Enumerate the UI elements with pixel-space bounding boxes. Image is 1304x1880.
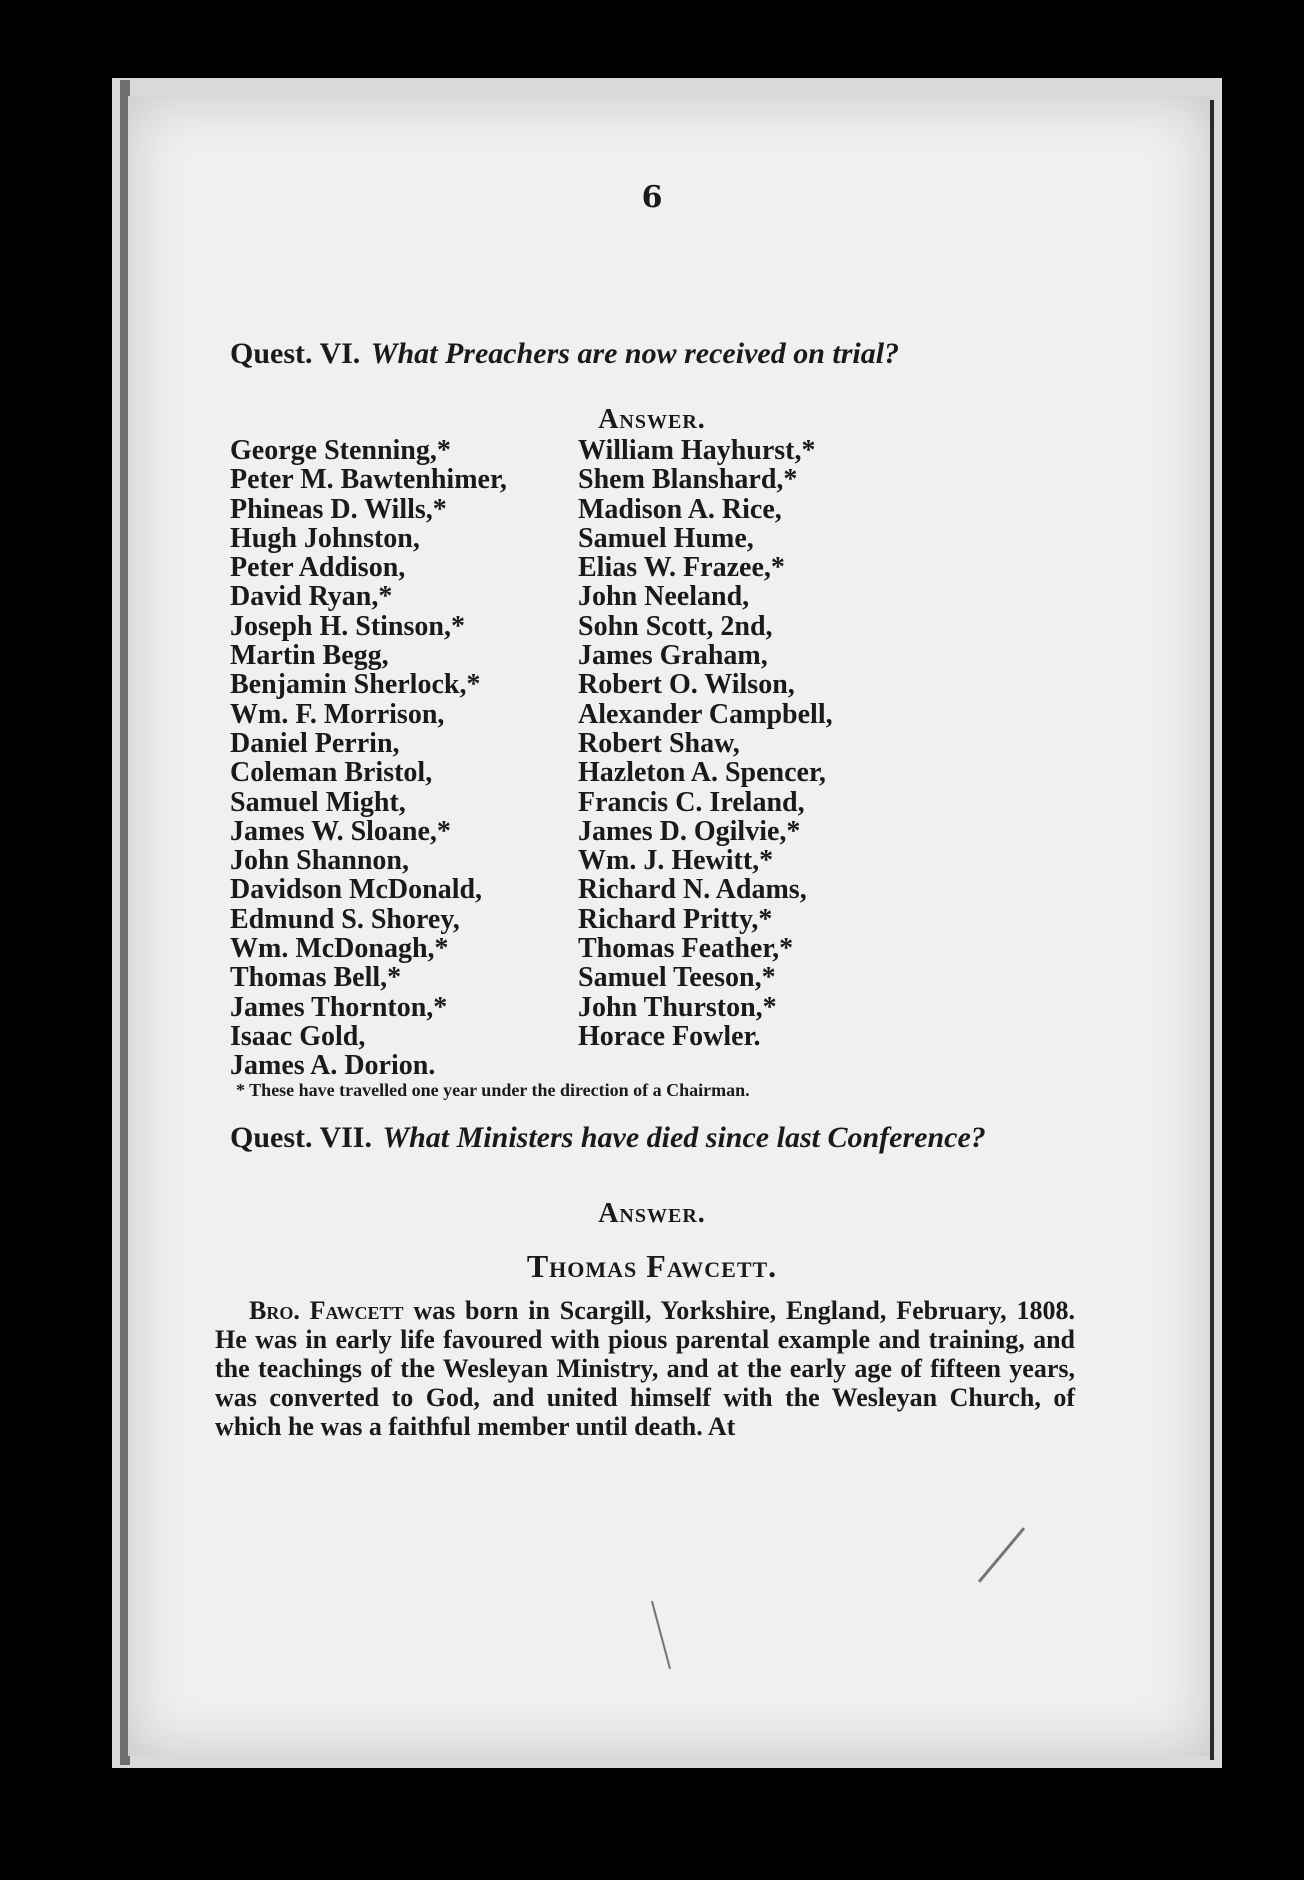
list-item: Sohn Scott, 2nd, xyxy=(578,610,773,642)
list-item: Hugh Johnston, xyxy=(230,522,420,554)
list-item: Benjamin Sherlock,* xyxy=(230,669,481,701)
list-item: Horace Fowler. xyxy=(578,1020,761,1052)
list-item: Richard Pritty,* xyxy=(578,903,773,935)
question-six-label: Quest. VI. xyxy=(230,337,361,370)
obituary-lead: Bro. Fawcett xyxy=(249,1296,404,1325)
list-item: Martin Begg, xyxy=(230,640,389,672)
list-item: Samuel Hume, xyxy=(578,522,754,554)
list-item: William Hayhurst,* xyxy=(578,435,816,466)
list-item: Davidson McDonald, xyxy=(230,874,483,906)
list-item: Isaac Gold, xyxy=(230,1020,366,1052)
list-item: Peter M. Bawtenhimer, xyxy=(230,464,507,496)
list-item: John Shannon, xyxy=(230,845,410,877)
preachers-list-right xyxy=(578,436,833,1051)
list-item: David Ryan,* xyxy=(230,581,393,613)
question-seven-label: Quest. VII. xyxy=(230,1121,372,1154)
list-item: George Stenning,* xyxy=(230,435,451,466)
list-item: James A. Dorion. xyxy=(230,1050,436,1082)
page-right-edge xyxy=(1210,100,1214,1760)
list-item: John Thurston,* xyxy=(578,991,777,1023)
list-item: James Graham, xyxy=(578,640,768,672)
list-item: Joseph H. Stinson,* xyxy=(230,610,465,642)
question-six xyxy=(230,336,1070,372)
list-item: James Thornton,* xyxy=(230,991,448,1023)
list-item: Wm. J. Hewitt,* xyxy=(578,845,774,877)
list-item: Thomas Feather,* xyxy=(578,933,794,965)
list-item: Samuel Teeson,* xyxy=(578,962,776,994)
list-item: Wm. F. Morrison, xyxy=(230,698,445,730)
list-item: Coleman Bristol, xyxy=(230,757,433,789)
list-item: James W. Sloane,* xyxy=(230,815,451,847)
list-item: Wm. McDonagh,* xyxy=(230,933,449,965)
footnote: * These have travelled one year under the direction of a Chairman. xyxy=(236,1080,750,1100)
list-item: Daniel Perrin, xyxy=(230,727,400,759)
list-item: Hazleton A. Spencer, xyxy=(578,757,826,789)
preachers-list-left xyxy=(230,436,507,1081)
list-item: Madison A. Rice, xyxy=(578,493,782,525)
question-seven xyxy=(230,1120,1070,1156)
list-item: Alexander Campbell, xyxy=(578,698,833,730)
answer-heading-two: Answer. xyxy=(598,1198,706,1229)
question-seven-text: What Ministers have died since last Conference? xyxy=(382,1121,986,1154)
list-item: Thomas Bell,* xyxy=(230,962,402,994)
list-item: Robert O. Wilson, xyxy=(578,669,795,701)
list-item: Phineas D. Wills,* xyxy=(230,493,447,525)
answer-heading: Answer. xyxy=(598,404,706,435)
question-six-text: What Preachers are now received on trial? xyxy=(370,337,900,370)
list-item: Elias W. Frazee,* xyxy=(578,552,785,584)
list-item: John Neeland, xyxy=(578,581,750,613)
list-item: Robert Shaw, xyxy=(578,727,740,759)
page-number: 6 xyxy=(641,180,663,215)
list-item: James D. Ogilvie,* xyxy=(578,815,801,847)
list-item: Edmund S. Shorey, xyxy=(230,903,460,935)
obituary-text: was born in Scargill, Yorkshire, England, February, 1808. He was in early life favoured with pious parental example and training, and the teachings of the Wesleyan Ministry, and at the early age of fifteen years, was converted to God, and united himself with the Wesleyan Church, of which he was a faithful member until death. At xyxy=(215,1296,1075,1441)
list-item: Richard N. Adams, xyxy=(578,874,807,906)
list-item: Samuel Might, xyxy=(230,786,406,818)
list-item: Francis C. Ireland, xyxy=(578,786,805,818)
obituary-body xyxy=(215,1296,1075,1441)
list-item: Peter Addison, xyxy=(230,552,406,584)
obituary-heading: Thomas Fawcett. xyxy=(526,1248,778,1284)
list-item: Shem Blanshard,* xyxy=(578,464,798,496)
